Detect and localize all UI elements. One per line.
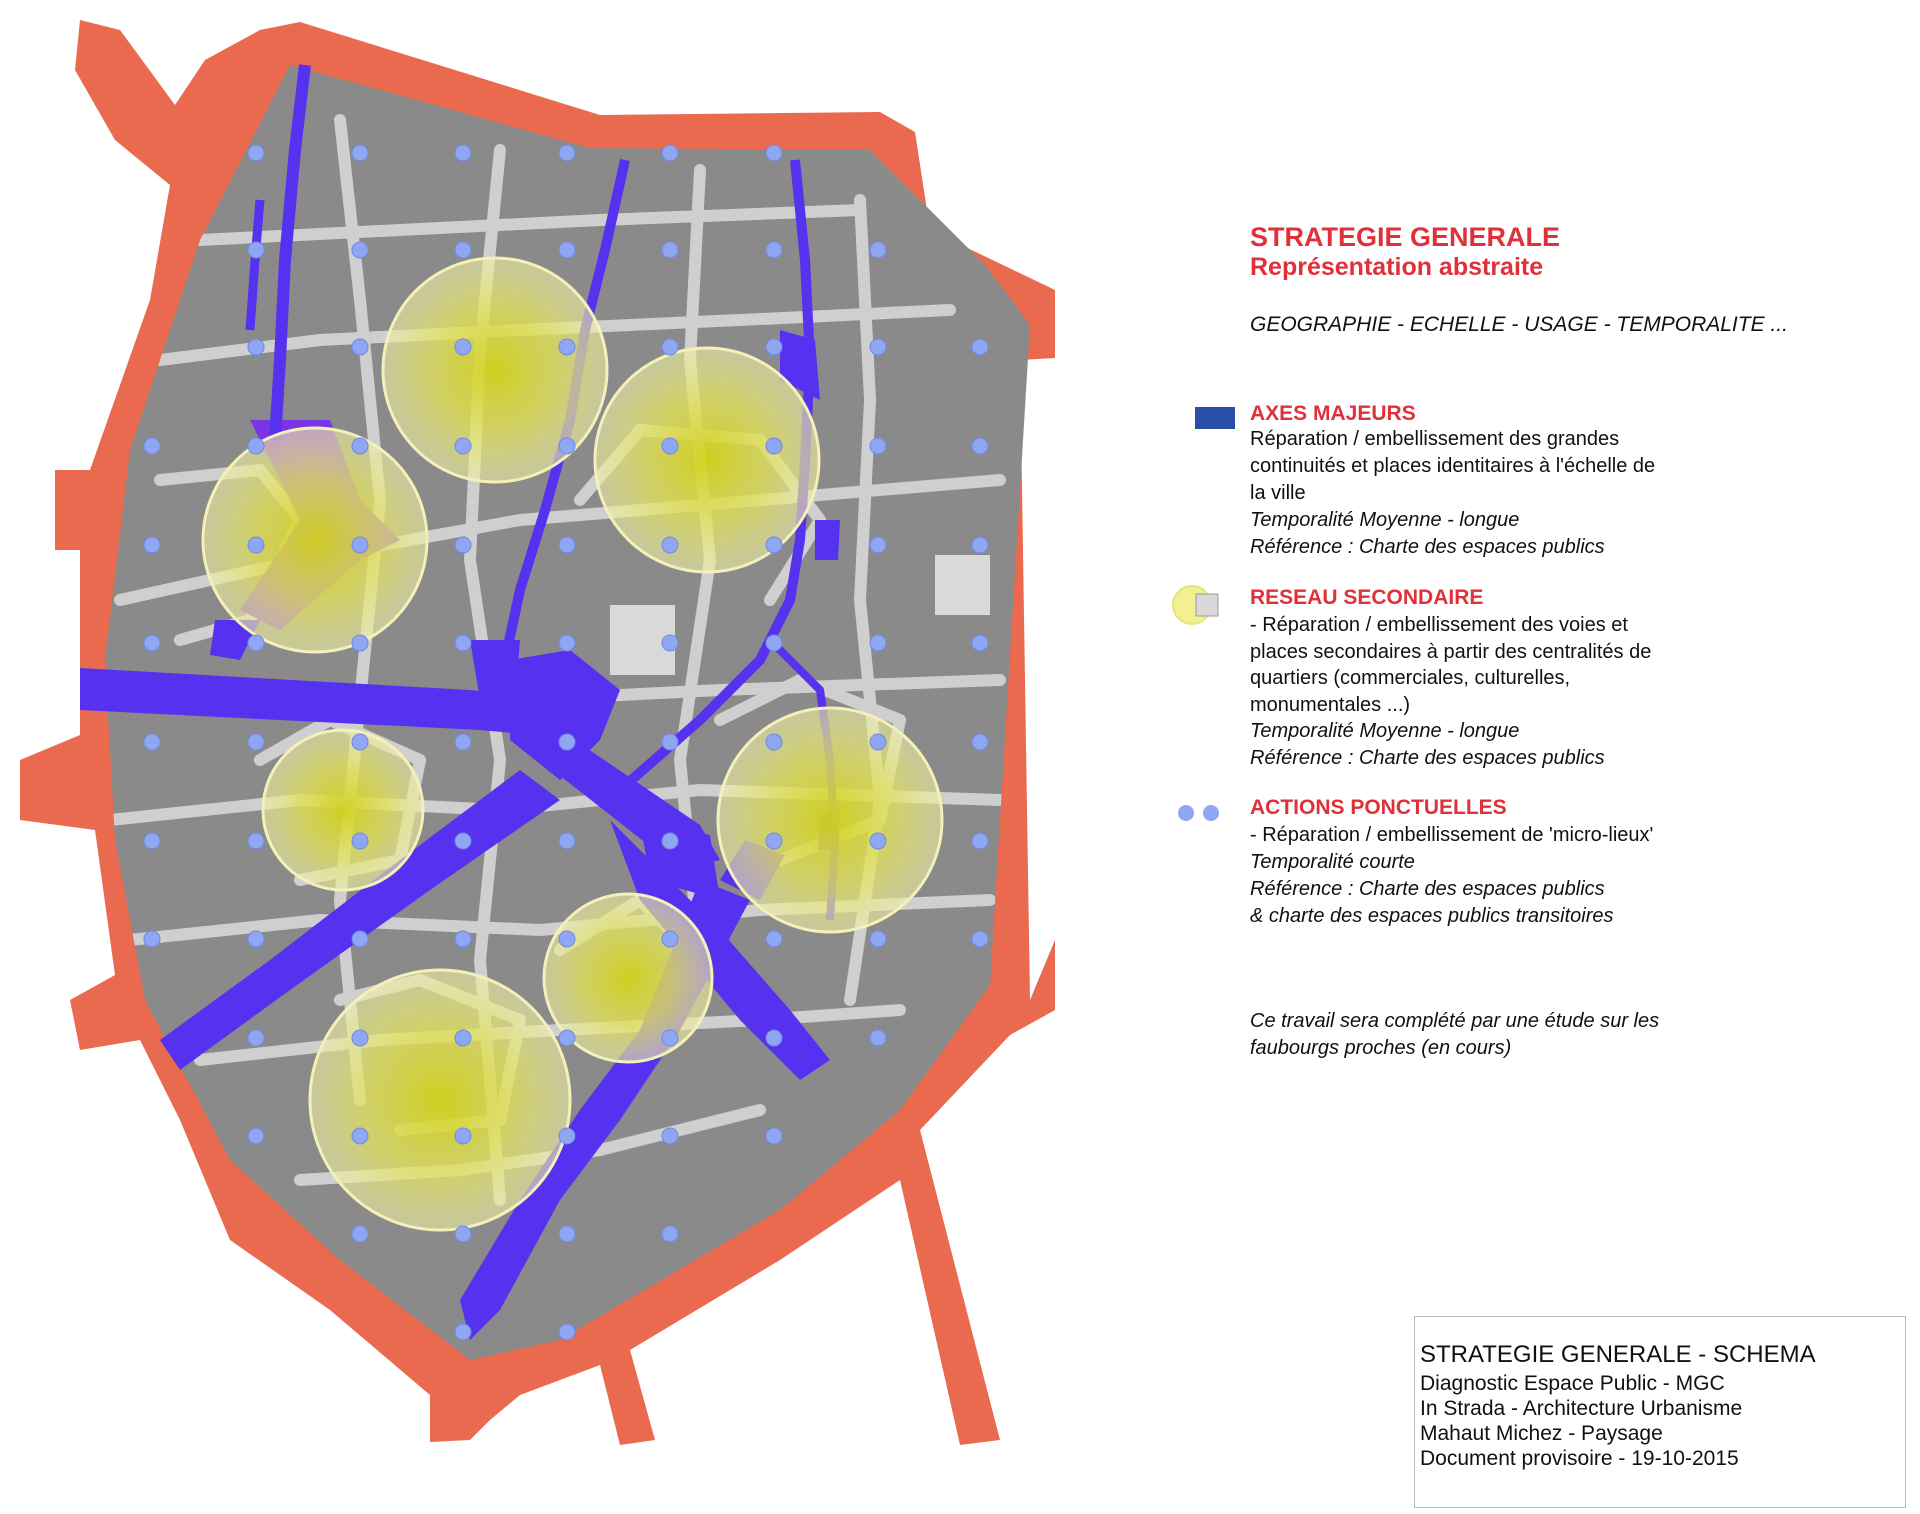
title-block-line: Mahaut Michez - Paysage bbox=[1420, 1422, 1663, 1445]
action-dot bbox=[455, 833, 471, 849]
action-dot bbox=[144, 931, 160, 947]
action-dot bbox=[248, 1128, 264, 1144]
action-dot bbox=[972, 438, 988, 454]
action-dot bbox=[662, 635, 678, 651]
action-dot bbox=[248, 339, 264, 355]
action-dot bbox=[352, 833, 368, 849]
action-dot bbox=[662, 242, 678, 258]
halo-center-west bbox=[263, 730, 423, 890]
actions-ponctuelles-swatch-dot-2 bbox=[1203, 805, 1219, 821]
action-dot bbox=[559, 145, 575, 161]
legend-title: STRATEGIE GENERALE bbox=[1250, 222, 1561, 252]
action-dot bbox=[972, 833, 988, 849]
action-dot bbox=[766, 537, 782, 553]
reseau-secondaire-swatch-street bbox=[1196, 594, 1218, 616]
action-dot bbox=[352, 242, 368, 258]
action-dot bbox=[766, 833, 782, 849]
halo-south bbox=[310, 970, 570, 1230]
action-dot bbox=[870, 339, 886, 355]
action-dot bbox=[766, 734, 782, 750]
title-block bbox=[1414, 1316, 1906, 1508]
action-dot bbox=[870, 635, 886, 651]
action-dot bbox=[352, 145, 368, 161]
action-dot bbox=[662, 537, 678, 553]
action-dot bbox=[870, 931, 886, 947]
action-dot bbox=[352, 438, 368, 454]
section-axes-majeurs-reference: Référence : Charte des espaces publics bbox=[1250, 536, 1605, 558]
legend-note-line: Ce travail sera complété par une étude sur les bbox=[1250, 1010, 1660, 1032]
action-dot bbox=[455, 635, 471, 651]
action-dot bbox=[766, 1030, 782, 1046]
action-dot bbox=[248, 537, 264, 553]
action-dot bbox=[662, 1226, 678, 1242]
map-legend bbox=[1250, 0, 1890, 1100]
axes-majeurs-swatch bbox=[1195, 407, 1235, 429]
action-dot bbox=[559, 1030, 575, 1046]
legend-themes: GEOGRAPHIE - ECHELLE - USAGE - TEMPORALITE ... bbox=[1250, 313, 1788, 336]
action-dot bbox=[248, 145, 264, 161]
action-dot bbox=[144, 734, 160, 750]
action-dot bbox=[352, 1128, 368, 1144]
action-dot bbox=[144, 635, 160, 651]
section-actions-ponctuelles-reference: Référence : Charte des espaces publics bbox=[1250, 878, 1605, 900]
action-dot bbox=[766, 1128, 782, 1144]
action-dot bbox=[455, 931, 471, 947]
action-dot bbox=[144, 438, 160, 454]
section-actions-ponctuelles-reference: & charte des espaces publics transitoires bbox=[1250, 905, 1614, 927]
action-dot bbox=[144, 537, 160, 553]
halo-east bbox=[718, 708, 942, 932]
action-dot bbox=[559, 1324, 575, 1340]
action-dot bbox=[559, 635, 575, 651]
action-dot bbox=[766, 635, 782, 651]
section-reseau-secondaire-line: - Réparation / embellissement des voies et bbox=[1250, 614, 1628, 636]
title-block-title: STRATEGIE GENERALE - SCHEMA bbox=[1420, 1341, 1816, 1368]
action-dot bbox=[870, 242, 886, 258]
section-axes-majeurs-line: Réparation / embellissement des grandes bbox=[1250, 428, 1620, 450]
action-dot bbox=[455, 1128, 471, 1144]
actions-ponctuelles-swatch-dot-1 bbox=[1178, 805, 1194, 821]
action-dot bbox=[662, 438, 678, 454]
action-dot bbox=[870, 833, 886, 849]
action-dot bbox=[352, 734, 368, 750]
section-reseau-secondaire-title: RESEAU SECONDAIRE bbox=[1250, 586, 1484, 609]
section-axes-majeurs-title: AXES MAJEURS bbox=[1250, 402, 1416, 425]
action-dot bbox=[559, 339, 575, 355]
action-dot bbox=[559, 242, 575, 258]
action-dot bbox=[248, 833, 264, 849]
action-dot bbox=[559, 734, 575, 750]
action-dot bbox=[352, 635, 368, 651]
section-actions-ponctuelles-line: - Réparation / embellissement de 'micro-lieux' bbox=[1250, 824, 1654, 846]
action-dot bbox=[766, 339, 782, 355]
action-dot bbox=[455, 734, 471, 750]
action-dot bbox=[352, 1030, 368, 1046]
open-square-grey-east bbox=[935, 555, 990, 615]
action-dot bbox=[972, 734, 988, 750]
action-dot bbox=[559, 438, 575, 454]
action-dot bbox=[352, 339, 368, 355]
action-dot bbox=[559, 1128, 575, 1144]
halo-north-east bbox=[595, 348, 819, 572]
section-axes-majeurs-line: la ville bbox=[1250, 482, 1306, 504]
action-dot bbox=[662, 1128, 678, 1144]
section-reseau-secondaire-reference: Référence : Charte des espaces publics bbox=[1250, 747, 1605, 769]
section-axes-majeurs-temporality: Temporalité Moyenne - longue bbox=[1250, 509, 1520, 531]
action-dot bbox=[455, 145, 471, 161]
section-actions-ponctuelles-temporality: Temporalité courte bbox=[1250, 851, 1415, 873]
action-dot bbox=[248, 635, 264, 651]
section-actions-ponctuelles-title: ACTIONS PONCTUELLES bbox=[1250, 796, 1507, 819]
action-dot bbox=[870, 438, 886, 454]
action-dot bbox=[766, 438, 782, 454]
action-dot bbox=[455, 438, 471, 454]
action-dot bbox=[662, 931, 678, 947]
action-dot bbox=[559, 537, 575, 553]
action-dot bbox=[248, 734, 264, 750]
section-reseau-secondaire-line: places secondaires à partir des centralités de bbox=[1250, 641, 1652, 663]
action-dot bbox=[972, 931, 988, 947]
section-reseau-secondaire-line: monumentales ...) bbox=[1250, 694, 1411, 716]
action-dot bbox=[662, 145, 678, 161]
action-dot bbox=[662, 833, 678, 849]
action-dot bbox=[870, 537, 886, 553]
action-dot bbox=[248, 1030, 264, 1046]
action-dot bbox=[352, 537, 368, 553]
action-dot bbox=[972, 537, 988, 553]
action-dot bbox=[870, 734, 886, 750]
action-dot bbox=[972, 635, 988, 651]
action-dot bbox=[352, 1226, 368, 1242]
title-block-line: Diagnostic Espace Public - MGC bbox=[1420, 1372, 1725, 1395]
action-dot bbox=[559, 1226, 575, 1242]
action-dot bbox=[766, 242, 782, 258]
action-dot bbox=[455, 1324, 471, 1340]
action-dot bbox=[662, 734, 678, 750]
action-dot bbox=[455, 1226, 471, 1242]
title-block-line: In Strada - Architecture Urbanisme bbox=[1420, 1397, 1743, 1420]
legend-note-line: faubourgs proches (en cours) bbox=[1250, 1037, 1512, 1059]
action-dot bbox=[144, 833, 160, 849]
action-dot bbox=[455, 537, 471, 553]
halo-west bbox=[203, 428, 427, 652]
section-axes-majeurs-line: continuités et places identitaires à l'échelle de bbox=[1250, 455, 1656, 477]
action-dot bbox=[559, 931, 575, 947]
action-dot bbox=[662, 339, 678, 355]
action-dot bbox=[455, 339, 471, 355]
action-dot bbox=[559, 833, 575, 849]
action-dot bbox=[352, 931, 368, 947]
action-dot bbox=[766, 931, 782, 947]
action-dot bbox=[455, 1030, 471, 1046]
section-reseau-secondaire-temporality: Temporalité Moyenne - longue bbox=[1250, 720, 1520, 742]
action-dot bbox=[972, 339, 988, 355]
action-dot bbox=[248, 931, 264, 947]
legend-subtitle: Représentation abstraite bbox=[1250, 253, 1544, 281]
action-dot bbox=[455, 242, 471, 258]
section-reseau-secondaire-line: quartiers (commerciales, culturelles, bbox=[1250, 667, 1571, 689]
action-dot bbox=[248, 242, 264, 258]
action-dot bbox=[248, 438, 264, 454]
action-dot bbox=[870, 1030, 886, 1046]
title-block-status: Document provisoire - 19-10-2015 bbox=[1420, 1447, 1739, 1470]
action-dot bbox=[662, 1030, 678, 1046]
action-dot bbox=[766, 145, 782, 161]
